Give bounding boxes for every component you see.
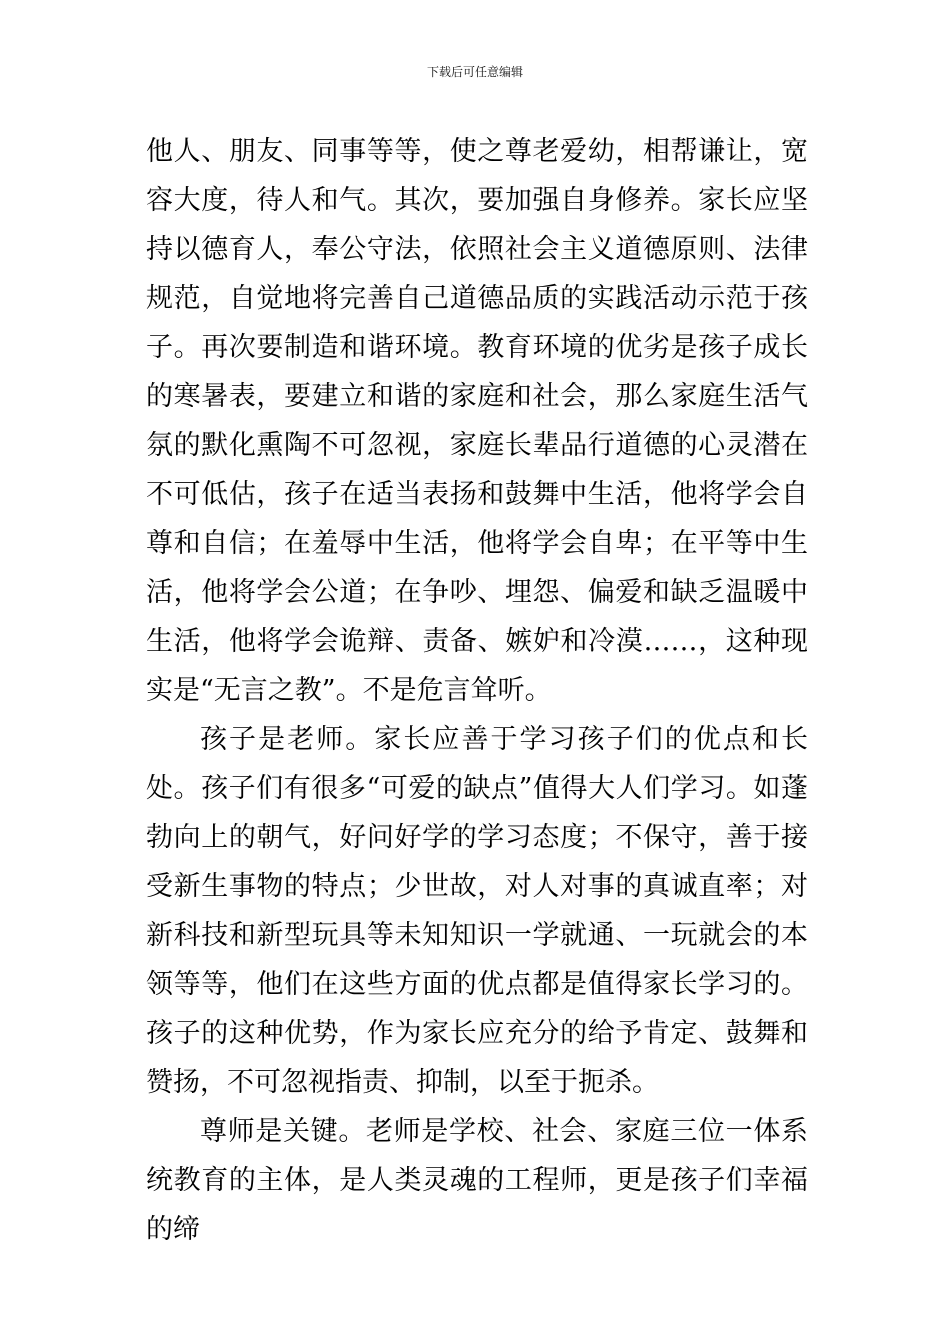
- header-note: 下载后可任意编辑: [426, 65, 523, 79]
- body-text: [146, 127, 808, 1254]
- paragraph-respect-teachers: 尊师是关键。老师是学校、社会、家庭三位一体系统教育的主体，是人类灵魂的工程师，更是孩子们幸福的缔: [146, 1116, 808, 1245]
- paragraph-continued: 他人、朋友、同事等等，使之尊老爱幼，相帮谦让，宽容大度，待人和气。其次，要加强自身修养。家长应坚持以德育人，奉公守法，依照社会主义道德原则、法律规范，自觉地将完善自己道德品质的实践活动示范于孩子。再次要制造和谐环境。教育环境的优劣是孩子成长的寒暑表，要建立和谐的家庭和社会，那么家庭生活气氛的默化熏陶不可忽视，家庭长辈品行道德的心灵潜在不可低估，孩子在适当表扬和鼓舞中生活，他将学会自尊和自信；在羞辱中生活，他将学会自卑；在平等中生活，他将学会公道；在争吵、埋怨、偏爱和缺乏温暖中生活，他将学会诡辩、责备、嫉妒和冷漠……，这种现实是“无言之教”。不是危言耸听。: [146, 136, 808, 706]
- paragraph-children-are-teachers: 孩子是老师。家长应善于学习孩子们的优点和长处。孩子们有很多“可爱的缺点”值得大人们学习。如蓬勃向上的朝气，好问好学的学习态度；不保守，善于接受新生事物的特点；少世故，对人对事的真诚直率；对新科技和新型玩具等未知知识一学就通、一玩就会的本领等等，他们在这些方面的优点都是值得家长学习的。孩子的这种优势，作为家长应充分的给予肯定、鼓舞和赞扬，不可忽视指责、抑制，以至于扼杀。: [146, 724, 808, 1098]
